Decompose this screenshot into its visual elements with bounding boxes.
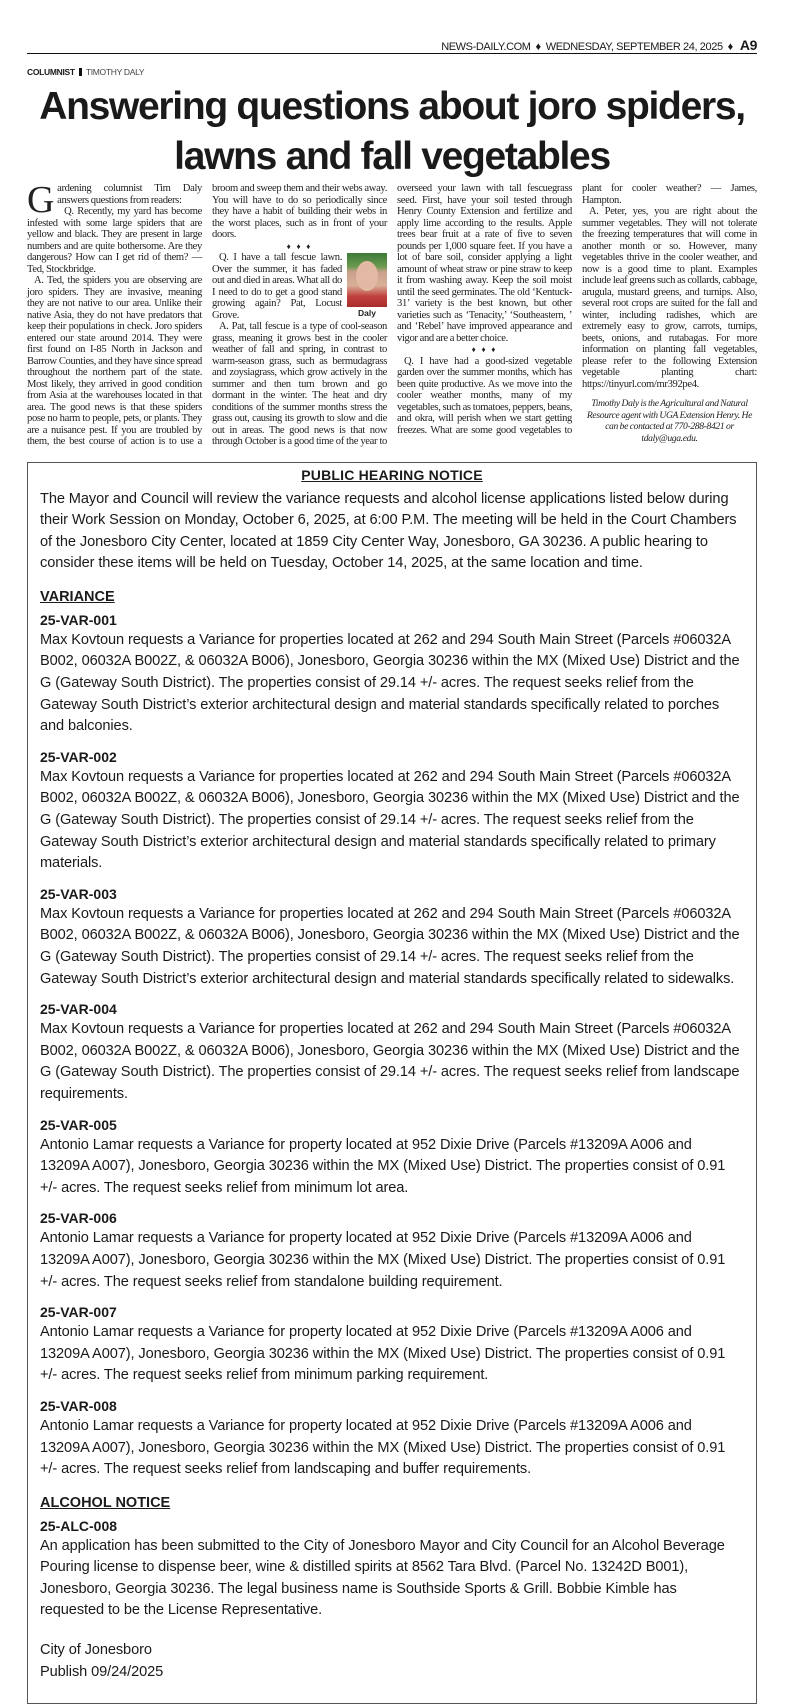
signature: City of Jonesboro: [40, 1640, 744, 1662]
case-id: 25-VAR-002: [40, 748, 744, 767]
page-folio: [441, 37, 757, 53]
public-hearing-notice: [27, 462, 757, 1704]
case-text: Antonio Lamar requests a Variance for property located at 952 Dixie Drive (Parcels #13209A A006 and 13209A A007), Jonesboro, Georgia 30236 within the MX (Mixed Use) District. The properties consist of 0.91 +/- acres. The request seeks relief from standalone building requirement.: [40, 1228, 744, 1293]
case-text: Antonio Lamar requests a Variance for property located at 952 Dixie Drive (Parcels #13209A A006 and 13209A A007), Jonesboro, Georgia 30236 within the MX (Mixed Use) District. The properties consist of 0.91 +/- acres. The request seeks relief from minimum lot area.: [40, 1135, 744, 1200]
article-paragraph: A. Ted, the spiders you are observing are joro spiders. They are invasive, meaning they are not native to our area. Unlike their native Asia, they do not have predators that keep their populations in check. Joro spiders entered our state around 2014. They were first found on I-85 North in Jackson and Barrow Counties, and they have since spread throughout the northern part of the state. Most likely, they arrived in good condition from Asia at the warehouses located in that area. The good news is that these spiders pose no harm to people, pets, or plants. They are a nuisance pest. If you are troubled by them, the best course of action is to use a broom and sweep them and their webs away. You will have to do so periodically since they have a habit of building their webs in the worst places, such as in front of your doors.: [27, 183, 387, 448]
author-photo: [347, 253, 387, 319]
case-text: An application has been submitted to the City of Jonesboro Mayor and City Council for an Alcohol Beverage Pouring license to dispense beer, wine & distilled spirits at 8562 Tara Blvd. (Parcel No. 13242D B001), Jonesboro, Georgia 30236. The legal business name is Southside Sports & Grill. Bobbie Kimble has requested to be the License Representative.: [40, 1536, 744, 1622]
article-paragraph: Q. I have had a good-sized vegetable garden over the summer months, which has been quite productive. As we move into the cooler weather months, many of my vegetables, such as tomatoes, peppers, beans, and okra, will perish when we start getting freezes. What are some good vegetables to plant for cooler weather? — James, Hampton.: [397, 183, 757, 448]
case-text: Max Kovtoun requests a Variance for properties located at 262 and 294 South Main Street (Parcels #06032A B002, 06032A B002Z, & 06032A B006), Jonesboro, Georgia 30236 within the MX (Mixed Use) District and the G (Gateway South District). The properties consist of 29.14 +/- acres. The request seeks relief from landscape requirements.: [40, 1019, 744, 1105]
case-id: 25-VAR-005: [40, 1116, 744, 1135]
case-id: 25-VAR-008: [40, 1397, 744, 1416]
case-text: Max Kovtoun requests a Variance for properties located at 262 and 294 South Main Street (Parcels #06032A B002, 06032A B002Z, & 06032A B006), Jonesboro, Georgia 30236 within the MX (Mixed Use) District and the G (Gateway South District). The properties consist of 29.14 +/- acres. The request seeks relief from the Gateway South District’s exterior architectural design and material standards specifically related to sidewalks.: [40, 904, 744, 990]
author-bio: Timothy Daly is the Agricultural and Natural Resource agent with UGA Extension Henry. He can be contacted at 770-288-8421 or tdaly@uga.edu.: [582, 398, 757, 444]
case-id: 25-VAR-007: [40, 1303, 744, 1322]
header-rule: [27, 53, 757, 54]
portrait-face: [356, 261, 378, 291]
notice-title: PUBLIC HEARING NOTICE: [40, 467, 744, 483]
photo-caption: Daly: [347, 308, 387, 319]
paragraph-text: ardening columnist Tim Daly answers questions from readers:: [57, 183, 202, 206]
author-name: TIMOTHY DALY: [86, 67, 144, 77]
author-portrait-image: [347, 253, 387, 307]
case-id: 25-VAR-003: [40, 885, 744, 904]
notice-intro: The Mayor and Council will review the variance requests and alcohol license applications listed below during their Work Session on Monday, October 6, 2025, at 6:00 P.M. The meeting will be held in the Court Chambers of the Jonesboro City Center, located at 1859 City Center Way, Jonesboro, GA 30236. A public hearing to consider these items will be held on Tuesday, October 14, 2025, at the same location and time.: [40, 489, 744, 575]
diamond-separator: ♦: [728, 41, 733, 53]
case-text: Max Kovtoun requests a Variance for properties located at 262 and 294 South Main Street (Parcels #06032A B002, 06032A B002Z, & 06032A B006), Jonesboro, Georgia 30236 within the MX (Mixed Use) District and the G (Gateway South District). The properties consist of 29.14 +/- acres. The request seeks relief from the Gateway South District’s exterior architectural design and material standards specifically related to porches and balconies.: [40, 630, 744, 738]
publish-date: Publish 09/24/2025: [40, 1662, 744, 1684]
drop-cap: G: [27, 183, 54, 217]
article-paragraph: [212, 252, 387, 321]
section-kicker: [27, 67, 144, 77]
alcohol-heading: ALCOHOL NOTICE: [40, 1495, 744, 1511]
article-body: [27, 183, 757, 448]
section-divider: ♦ ♦ ♦: [212, 241, 387, 253]
article-paragraph: A. Pat, tall fescue is a type of cool-season grass, meaning it grows best in the cooler weather of fall and spring, in contrast to warm-season grass, such as bermudagrass and zoysiagrass, which grow actively in the summer and then turn brown and go dormant in the winter. The heat and dry conditions of the summer months stress the grass out, causing its growth to slow and die out in areas. The good news is that now through October is a good time of the year to overseed your lawn with tall fescuegrass seed. First, have your soil tested through Henry County Extension and fertilize and apply lime according to the results. Apple trees bear fruit at a rate of five to seven pounds per 1,000 square feet. If you have a lot of bare soil, consider applying a light amount of wheat straw or pine straw to keep it from washing away. Keep the soil moist until the seed germinates. The old ‘Kentuck-31’ variety is the best known, but other varieties such as ‘Tenacity,’ ‘Southeastern, ’ and ‘Rebel’ have improved appearance and vigor and are a better choice.: [212, 183, 572, 448]
variance-heading: VARIANCE: [40, 589, 744, 605]
main-content: [27, 183, 757, 1704]
case-id: 25-VAR-001: [40, 611, 744, 630]
case-text: Antonio Lamar requests a Variance for property located at 952 Dixie Drive (Parcels #13209A A006 and 13209A A007), Jonesboro, Georgia 30236 within the MX (Mixed Use) District. The properties consist of 0.91 +/- acres. The request seeks relief from landscaping and buffer requirements.: [40, 1416, 744, 1481]
issue-date: WEDNESDAY, SEPTEMBER 24, 2025: [546, 41, 723, 53]
kicker-bar: [79, 68, 82, 76]
case-id: 25-ALC-008: [40, 1517, 744, 1536]
case-text: Max Kovtoun requests a Variance for properties located at 262 and 294 South Main Street (Parcels #06032A B002, 06032A B002Z, & 06032A B006), Jonesboro, Georgia 30236 within the MX (Mixed Use) District and the G (Gateway South District). The properties consist of 29.14 +/- acres. The request seeks relief from the Gateway South District’s exterior architectural design and material standards specifically related to primary materials.: [40, 767, 744, 875]
variance-list: [40, 611, 744, 1481]
case-id: 25-VAR-006: [40, 1209, 744, 1228]
case-text: Antonio Lamar requests a Variance for property located at 952 Dixie Drive (Parcels #13209A A006 and 13209A A007), Jonesboro, Georgia 30236 within the MX (Mixed Use) District. The properties consist of 0.91 +/- acres. The request seeks relief from minimum parking requirement.: [40, 1322, 744, 1387]
page-number: A9: [740, 37, 757, 53]
headline: Answering questions about joro spiders, lawns and fall vegetables: [27, 82, 757, 182]
case-id: 25-VAR-004: [40, 1000, 744, 1019]
article-paragraph: A. Peter, yes, you are right about the summer vegetables. They will not tolerate the freezing temperatures that will come in another month or so. However, many vegetables thrive in the cooler weather, and now is a good time to plant. Examples include leaf greens such as collards, cabbage, arugula, mustard greens, and turnips. Also, several root crops are suited for the fall and winter, including radishes, which are extremely easy to grow, carrots, turnips, beets, onions, and rutabagas. For more information on planting fall vegetables, please refer to the following Extension vegetable planting chart: https://tinyurl.com/mr392pe4.: [582, 206, 757, 390]
paragraph-text: Q. I have a tall fescue lawn. Over the summer, it has faded out and died in areas. What all do I need to do to get a good stand growing again? Pat, Locust Grove.: [212, 252, 342, 321]
article-paragraph: [27, 183, 202, 206]
site-name: NEWS-DAILY.COM: [441, 41, 530, 53]
article-paragraph: Q. Recently, my yard has become infested with some large spiders that are yellow and black. They are present in large numbers and are quite bothersome. Are they dangerous? How can I get rid of them? — Ted, Stockbridge.: [27, 206, 202, 275]
diamond-separator: ♦: [536, 41, 541, 53]
section-divider: ♦ ♦ ♦: [397, 344, 572, 356]
section-label: COLUMNIST: [27, 67, 75, 77]
